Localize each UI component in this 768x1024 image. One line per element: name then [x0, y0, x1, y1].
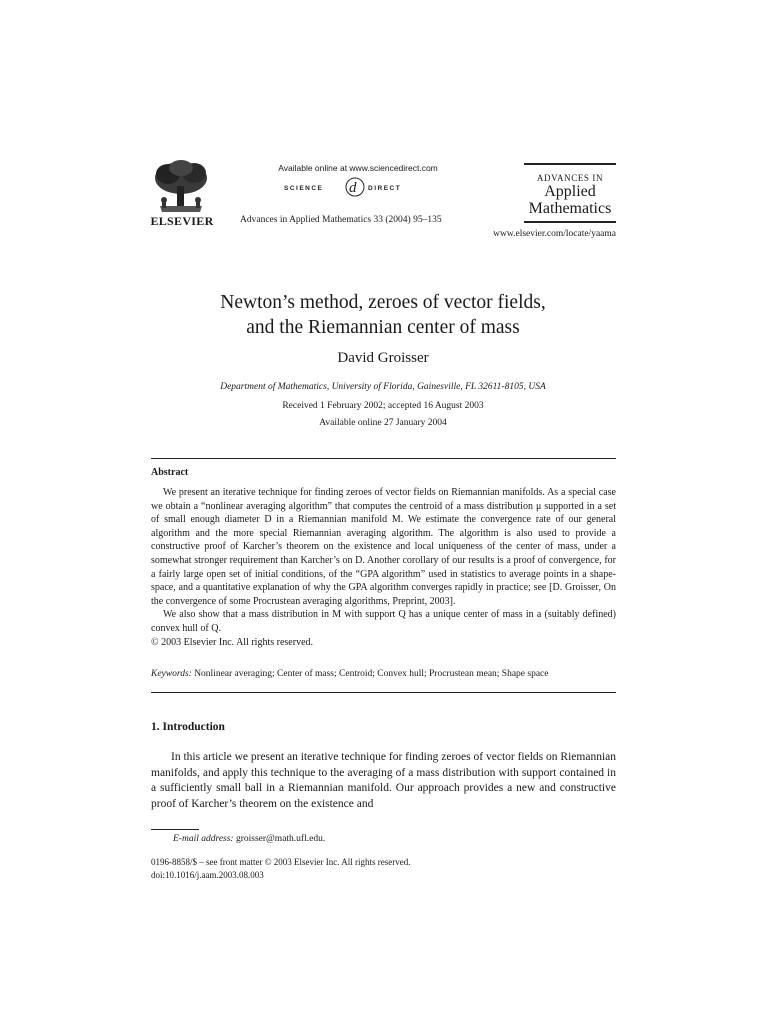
author-name: David Groisser: [337, 350, 429, 366]
abstract-paragraph-1: We present an iterative technique for finding zeroes of vector fields on Riemannian manifolds. As a special case we obtain a “nonlinear averaging algorithm” that computes the centroid of a mass distribution μ supported in a set of small enough diameter D in a Riemannian manifold M. We estimate the convergence rate of our general algorithm and the more special Riemannian averaging algorithm. The algorithm is also used to provide a constructive proof of Karcher’s theorem on the existence and local uniqueness of the center of mass, under a somewhat stronger requirement than Karcher’s on D. Another corollary of our results is a proof of convergence, for a fairly large open set of initial conditions, of the “GPA algorithm” used in statistics to average points in a shape-space, and a quantitative explanation of why the GPA algorithm converges rapidly in practice; see [D. Groisser, On the convergence of some Procrustean averaging algorithms, Preprint, 2003].: [151, 487, 616, 607]
svg-text:DIRECT: DIRECT: [368, 185, 402, 192]
svg-text:SCIENCE: SCIENCE: [284, 185, 324, 192]
journal-brand-line2: Applied: [544, 183, 596, 200]
sciencedirect-mark-icon: [280, 176, 430, 198]
journal-reference: Advances in Applied Mathematics 33 (2004) 95–135: [240, 215, 442, 225]
article-title: [150, 290, 616, 340]
available-online-date: Available online 27 January 2004: [319, 418, 447, 428]
issn-line: 0196-8858/$ – see front matter © 2003 Elsevier Inc. All rights reserved.: [151, 857, 411, 867]
keywords-label: Keywords:: [151, 669, 192, 679]
journal-brand: [524, 163, 616, 223]
journal-url[interactable]: www.elsevier.com/locate/yaama: [493, 229, 616, 239]
abstract-copyright: © 2003 Elsevier Inc. All rights reserved.: [151, 636, 314, 648]
doi-line[interactable]: doi:10.1016/j.aam.2003.08.003: [151, 870, 264, 880]
keywords: [151, 669, 616, 679]
svg-text:d: d: [349, 180, 357, 196]
footnote-rule: [151, 829, 199, 830]
elsevier-tree-icon: [150, 158, 212, 214]
abstract-paragraph-2: We also show that a mass distribution in M with support Q has a unique center of mass in a (suitably defined) convex hull of Q.: [151, 609, 616, 634]
author-affiliation: Department of Mathematics, University of Florida, Gainesville, FL 32611-8105, USA: [220, 382, 546, 392]
abstract-bottom-rule: [151, 692, 616, 693]
available-online-line: Available online at www.sciencedirect.com: [278, 163, 438, 173]
introduction-paragraph: In this article we present an iterative technique for finding zeroes of vector fields on Riemannian manifolds, and apply this technique to the averaging of a mass distribution with support contained in a sufficiently small ball in a Riemannian manifold. Our approach provides a new and constructive proof of Karcher’s theorem on the existence and: [151, 751, 616, 810]
sciencedirect-logo: [280, 176, 430, 198]
email-address[interactable]: groisser@math.ufl.edu.: [235, 834, 326, 844]
abstract-heading: Abstract: [151, 467, 189, 478]
introduction-body: [151, 750, 616, 812]
journal-brand-line3: Mathematics: [528, 200, 612, 217]
email-label: E-mail address:: [173, 834, 234, 844]
section-heading: 1. Introduction: [151, 721, 225, 733]
received-dates: Received 1 February 2002; accepted 16 August 2003: [282, 401, 484, 411]
abstract-body: [151, 486, 616, 649]
keywords-text: Nonlinear averaging; Center of mass; Centroid; Convex hull; Procrustean mean; Shape space: [194, 669, 549, 679]
journal-brand-line1: ADVANCES IN: [536, 173, 604, 183]
abstract-top-rule: [151, 458, 616, 459]
title-line-2: and the Riemannian center of mass: [246, 317, 520, 338]
elsevier-wordmark: ELSEVIER: [150, 214, 214, 228]
title-line-1: Newton’s method, zeroes of vector fields,: [220, 292, 546, 313]
footnote: [173, 834, 325, 844]
